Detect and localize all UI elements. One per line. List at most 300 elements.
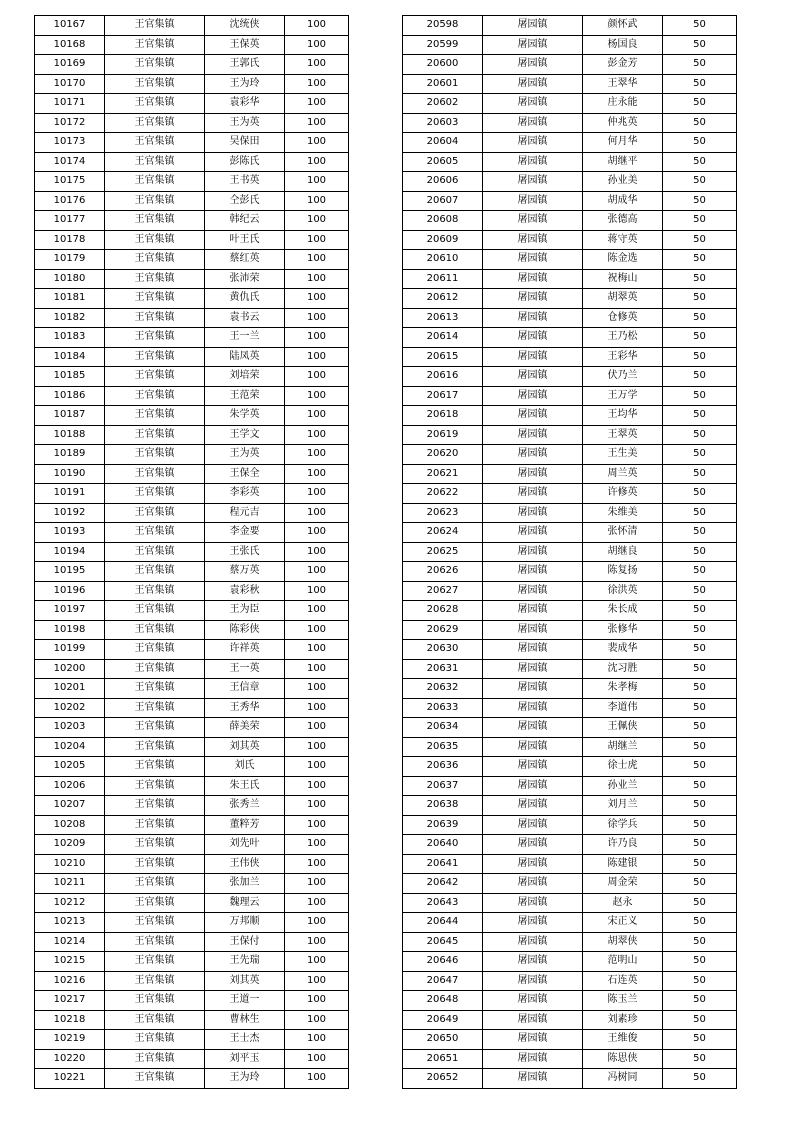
- id-cell: 20616: [403, 367, 483, 387]
- amount-cell: 50: [663, 347, 737, 367]
- id-cell: 10214: [35, 932, 105, 952]
- id-cell: 20601: [403, 74, 483, 94]
- town-cell: 屠园镇: [483, 1030, 583, 1050]
- id-cell: 20606: [403, 172, 483, 192]
- town-cell: 屠园镇: [483, 16, 583, 36]
- id-cell: 20640: [403, 835, 483, 855]
- name-cell: 王保付: [205, 932, 285, 952]
- id-cell: 20648: [403, 991, 483, 1011]
- amount-cell: 50: [663, 191, 737, 211]
- table-row: [35, 640, 349, 660]
- town-cell: 王官集镇: [105, 211, 205, 231]
- name-cell: 胡翠侠: [583, 932, 663, 952]
- town-cell: 王官集镇: [105, 640, 205, 660]
- amount-cell: 50: [663, 55, 737, 75]
- name-cell: 周兰英: [583, 464, 663, 484]
- id-cell: 20639: [403, 815, 483, 835]
- name-cell: 裴成华: [583, 640, 663, 660]
- table-row: [35, 464, 349, 484]
- town-cell: 王官集镇: [105, 991, 205, 1011]
- id-cell: 20627: [403, 581, 483, 601]
- table-row: [35, 698, 349, 718]
- name-cell: 庄永能: [583, 94, 663, 114]
- table-row: [403, 386, 737, 406]
- town-cell: 王官集镇: [105, 757, 205, 777]
- id-cell: 10201: [35, 679, 105, 699]
- amount-cell: 100: [285, 406, 349, 426]
- amount-cell: 100: [285, 464, 349, 484]
- table-row: [35, 16, 349, 36]
- table-row: [403, 1069, 737, 1089]
- right-table-body: [403, 16, 737, 1089]
- name-cell: 祝梅山: [583, 269, 663, 289]
- amount-cell: 100: [285, 854, 349, 874]
- amount-cell: 100: [285, 776, 349, 796]
- id-cell: 20633: [403, 698, 483, 718]
- id-cell: 20617: [403, 386, 483, 406]
- town-cell: 王官集镇: [105, 952, 205, 972]
- town-cell: 屠园镇: [483, 757, 583, 777]
- amount-cell: 100: [285, 152, 349, 172]
- left-table-body: [35, 16, 349, 1089]
- town-cell: 屠园镇: [483, 250, 583, 270]
- town-cell: 王官集镇: [105, 601, 205, 621]
- town-cell: 屠园镇: [483, 1069, 583, 1089]
- table-row: [35, 991, 349, 1011]
- table-row: [403, 874, 737, 894]
- table-row: [403, 152, 737, 172]
- name-cell: 杨国良: [583, 35, 663, 55]
- name-cell: 王一兰: [205, 328, 285, 348]
- amount-cell: 100: [285, 74, 349, 94]
- id-cell: 20631: [403, 659, 483, 679]
- id-cell: 20611: [403, 269, 483, 289]
- town-cell: 屠园镇: [483, 74, 583, 94]
- town-cell: 王官集镇: [105, 698, 205, 718]
- name-cell: 叶王氏: [205, 230, 285, 250]
- town-cell: 屠园镇: [483, 737, 583, 757]
- amount-cell: 100: [285, 269, 349, 289]
- id-cell: 20645: [403, 932, 483, 952]
- table-row: [35, 484, 349, 504]
- name-cell: 胡成华: [583, 191, 663, 211]
- name-cell: 张加兰: [205, 874, 285, 894]
- table-row: [35, 893, 349, 913]
- table-row: [35, 269, 349, 289]
- table-row: [403, 991, 737, 1011]
- table-row: [35, 1069, 349, 1089]
- id-cell: 20599: [403, 35, 483, 55]
- amount-cell: 100: [285, 932, 349, 952]
- id-cell: 10180: [35, 269, 105, 289]
- table-row: [35, 74, 349, 94]
- table-row: [35, 425, 349, 445]
- table-row: [403, 893, 737, 913]
- table-row: [403, 289, 737, 309]
- id-cell: 20605: [403, 152, 483, 172]
- id-cell: 20610: [403, 250, 483, 270]
- id-cell: 20614: [403, 328, 483, 348]
- amount-cell: 50: [663, 386, 737, 406]
- name-cell: 蔡红英: [205, 250, 285, 270]
- id-cell: 20650: [403, 1030, 483, 1050]
- amount-cell: 50: [663, 230, 737, 250]
- amount-cell: 100: [285, 893, 349, 913]
- id-cell: 10168: [35, 35, 105, 55]
- id-cell: 10181: [35, 289, 105, 309]
- name-cell: 王张氏: [205, 542, 285, 562]
- amount-cell: 100: [285, 698, 349, 718]
- table-row: [403, 698, 737, 718]
- town-cell: 屠园镇: [483, 1010, 583, 1030]
- town-cell: 王官集镇: [105, 152, 205, 172]
- id-cell: 20603: [403, 113, 483, 133]
- id-cell: 20598: [403, 16, 483, 36]
- id-cell: 10195: [35, 562, 105, 582]
- name-cell: 仲兆英: [583, 113, 663, 133]
- amount-cell: 50: [663, 367, 737, 387]
- id-cell: 10191: [35, 484, 105, 504]
- id-cell: 10192: [35, 503, 105, 523]
- town-cell: 王官集镇: [105, 854, 205, 874]
- id-cell: 20619: [403, 425, 483, 445]
- town-cell: 屠园镇: [483, 971, 583, 991]
- town-cell: 屠园镇: [483, 425, 583, 445]
- town-cell: 王官集镇: [105, 386, 205, 406]
- name-cell: 胡继兰: [583, 737, 663, 757]
- table-row: [403, 269, 737, 289]
- town-cell: 屠园镇: [483, 133, 583, 153]
- table-row: [35, 289, 349, 309]
- name-cell: 王信章: [205, 679, 285, 699]
- table-row: [403, 445, 737, 465]
- id-cell: 10194: [35, 542, 105, 562]
- name-cell: 孙业兰: [583, 776, 663, 796]
- name-cell: 刘素珍: [583, 1010, 663, 1030]
- name-cell: 王保全: [205, 464, 285, 484]
- amount-cell: 100: [285, 718, 349, 738]
- table-row: [403, 854, 737, 874]
- id-cell: 10202: [35, 698, 105, 718]
- town-cell: 屠园镇: [483, 698, 583, 718]
- town-cell: 王官集镇: [105, 269, 205, 289]
- name-cell: 陈玉兰: [583, 991, 663, 1011]
- table-row: [35, 913, 349, 933]
- amount-cell: 50: [663, 94, 737, 114]
- town-cell: 屠园镇: [483, 464, 583, 484]
- town-cell: 屠园镇: [483, 230, 583, 250]
- table-row: [35, 601, 349, 621]
- name-cell: 王乃松: [583, 328, 663, 348]
- table-row: [403, 1010, 737, 1030]
- id-cell: 10213: [35, 913, 105, 933]
- amount-cell: 100: [285, 952, 349, 972]
- name-cell: 魏理云: [205, 893, 285, 913]
- id-cell: 10176: [35, 191, 105, 211]
- amount-cell: 100: [285, 620, 349, 640]
- name-cell: 王书英: [205, 172, 285, 192]
- amount-cell: 50: [663, 874, 737, 894]
- town-cell: 屠园镇: [483, 289, 583, 309]
- town-cell: 屠园镇: [483, 562, 583, 582]
- name-cell: 彭金芳: [583, 55, 663, 75]
- amount-cell: 50: [663, 971, 737, 991]
- name-cell: 周金荣: [583, 874, 663, 894]
- table-row: [35, 952, 349, 972]
- table-row: [35, 737, 349, 757]
- table-row: [35, 659, 349, 679]
- table-row: [35, 562, 349, 582]
- town-cell: 王官集镇: [105, 113, 205, 133]
- id-cell: 20647: [403, 971, 483, 991]
- amount-cell: 50: [663, 854, 737, 874]
- table-row: [35, 815, 349, 835]
- name-cell: 曹林生: [205, 1010, 285, 1030]
- town-cell: 王官集镇: [105, 503, 205, 523]
- id-cell: 20622: [403, 484, 483, 504]
- amount-cell: 100: [285, 308, 349, 328]
- amount-cell: 50: [663, 269, 737, 289]
- id-cell: 10182: [35, 308, 105, 328]
- id-cell: 20600: [403, 55, 483, 75]
- amount-cell: 100: [285, 35, 349, 55]
- amount-cell: 50: [663, 991, 737, 1011]
- amount-cell: 100: [285, 191, 349, 211]
- id-cell: 20649: [403, 1010, 483, 1030]
- amount-cell: 100: [285, 347, 349, 367]
- table-row: [35, 55, 349, 75]
- amount-cell: 100: [285, 737, 349, 757]
- town-cell: 屠园镇: [483, 308, 583, 328]
- town-cell: 屠园镇: [483, 367, 583, 387]
- town-cell: 王官集镇: [105, 523, 205, 543]
- table-row: [403, 35, 737, 55]
- table-row: [403, 971, 737, 991]
- town-cell: 屠园镇: [483, 347, 583, 367]
- name-cell: 黄仇氏: [205, 289, 285, 309]
- amount-cell: 50: [663, 796, 737, 816]
- id-cell: 10185: [35, 367, 105, 387]
- name-cell: 仝彭氏: [205, 191, 285, 211]
- amount-cell: 100: [285, 250, 349, 270]
- table-row: [403, 74, 737, 94]
- name-cell: 仓修英: [583, 308, 663, 328]
- town-cell: 王官集镇: [105, 328, 205, 348]
- id-cell: 10167: [35, 16, 105, 36]
- id-cell: 10198: [35, 620, 105, 640]
- table-row: [403, 757, 737, 777]
- amount-cell: 50: [663, 913, 737, 933]
- amount-cell: 100: [285, 640, 349, 660]
- town-cell: 王官集镇: [105, 230, 205, 250]
- town-cell: 屠园镇: [483, 620, 583, 640]
- id-cell: 10184: [35, 347, 105, 367]
- town-cell: 王官集镇: [105, 308, 205, 328]
- amount-cell: 50: [663, 776, 737, 796]
- name-cell: 沈统侠: [205, 16, 285, 36]
- id-cell: 10220: [35, 1049, 105, 1069]
- table-row: [35, 191, 349, 211]
- town-cell: 王官集镇: [105, 406, 205, 426]
- amount-cell: 50: [663, 581, 737, 601]
- id-cell: 10197: [35, 601, 105, 621]
- town-cell: 王官集镇: [105, 1069, 205, 1089]
- town-cell: 屠园镇: [483, 601, 583, 621]
- name-cell: 王为英: [205, 445, 285, 465]
- name-cell: 许乃良: [583, 835, 663, 855]
- id-cell: 20644: [403, 913, 483, 933]
- table-row: [403, 406, 737, 426]
- name-cell: 张德高: [583, 211, 663, 231]
- amount-cell: 50: [663, 893, 737, 913]
- town-cell: 屠园镇: [483, 445, 583, 465]
- town-cell: 屠园镇: [483, 1049, 583, 1069]
- name-cell: 刘月兰: [583, 796, 663, 816]
- id-cell: 20642: [403, 874, 483, 894]
- amount-cell: 100: [285, 659, 349, 679]
- town-cell: 屠园镇: [483, 640, 583, 660]
- amount-cell: 50: [663, 74, 737, 94]
- name-cell: 徐洪英: [583, 581, 663, 601]
- table-row: [35, 308, 349, 328]
- name-cell: 陈思侠: [583, 1049, 663, 1069]
- table-row: [35, 854, 349, 874]
- id-cell: 10187: [35, 406, 105, 426]
- town-cell: 王官集镇: [105, 425, 205, 445]
- id-cell: 10183: [35, 328, 105, 348]
- name-cell: 陈彩侠: [205, 620, 285, 640]
- name-cell: 李彩英: [205, 484, 285, 504]
- id-cell: 10218: [35, 1010, 105, 1030]
- table-row: [403, 1049, 737, 1069]
- table-row: [403, 113, 737, 133]
- table-row: [35, 113, 349, 133]
- name-cell: 刘培荣: [205, 367, 285, 387]
- amount-cell: 100: [285, 581, 349, 601]
- table-row: [403, 718, 737, 738]
- table-row: [35, 796, 349, 816]
- name-cell: 袁书云: [205, 308, 285, 328]
- table-row: [403, 640, 737, 660]
- table-row: [35, 367, 349, 387]
- name-cell: 刘其英: [205, 737, 285, 757]
- table-row: [35, 386, 349, 406]
- amount-cell: 50: [663, 718, 737, 738]
- amount-cell: 50: [663, 1069, 737, 1089]
- id-cell: 20638: [403, 796, 483, 816]
- id-cell: 10186: [35, 386, 105, 406]
- id-cell: 20604: [403, 133, 483, 153]
- table-row: [403, 913, 737, 933]
- table-row: [403, 55, 737, 75]
- id-cell: 20646: [403, 952, 483, 972]
- name-cell: 陈复扬: [583, 562, 663, 582]
- name-cell: 蔡万英: [205, 562, 285, 582]
- town-cell: 王官集镇: [105, 893, 205, 913]
- table-row: [403, 835, 737, 855]
- town-cell: 屠园镇: [483, 113, 583, 133]
- table-row: [35, 1010, 349, 1030]
- amount-cell: 100: [285, 1010, 349, 1030]
- table-row: [35, 445, 349, 465]
- name-cell: 刘平玉: [205, 1049, 285, 1069]
- id-cell: 10172: [35, 113, 105, 133]
- town-cell: 王官集镇: [105, 620, 205, 640]
- town-cell: 屠园镇: [483, 35, 583, 55]
- table-row: [35, 35, 349, 55]
- id-cell: 20609: [403, 230, 483, 250]
- id-cell: 10175: [35, 172, 105, 192]
- town-cell: 屠园镇: [483, 952, 583, 972]
- amount-cell: 100: [285, 211, 349, 231]
- amount-cell: 50: [663, 211, 737, 231]
- amount-cell: 50: [663, 835, 737, 855]
- table-row: [35, 347, 349, 367]
- amount-cell: 100: [285, 971, 349, 991]
- amount-cell: 50: [663, 503, 737, 523]
- table-row: [403, 328, 737, 348]
- amount-cell: 50: [663, 445, 737, 465]
- name-cell: 石连英: [583, 971, 663, 991]
- amount-cell: 100: [285, 55, 349, 75]
- town-cell: 屠园镇: [483, 991, 583, 1011]
- table-row: [403, 542, 737, 562]
- town-cell: 屠园镇: [483, 581, 583, 601]
- amount-cell: 50: [663, 484, 737, 504]
- table-row: [35, 152, 349, 172]
- table-row: [403, 776, 737, 796]
- id-cell: 20651: [403, 1049, 483, 1069]
- table-row: [35, 133, 349, 153]
- name-cell: 彭陈氏: [205, 152, 285, 172]
- town-cell: 王官集镇: [105, 718, 205, 738]
- id-cell: 10221: [35, 1069, 105, 1089]
- town-cell: 王官集镇: [105, 250, 205, 270]
- table-row: [403, 815, 737, 835]
- amount-cell: 50: [663, 172, 737, 192]
- name-cell: 王士杰: [205, 1030, 285, 1050]
- id-cell: 10203: [35, 718, 105, 738]
- table-row: [403, 932, 737, 952]
- name-cell: 韩纪云: [205, 211, 285, 231]
- name-cell: 王秀华: [205, 698, 285, 718]
- name-cell: 徐士虎: [583, 757, 663, 777]
- name-cell: 蒋守英: [583, 230, 663, 250]
- town-cell: 王官集镇: [105, 16, 205, 36]
- table-row: [403, 503, 737, 523]
- id-cell: 20628: [403, 601, 483, 621]
- amount-cell: 50: [663, 698, 737, 718]
- amount-cell: 50: [663, 425, 737, 445]
- amount-cell: 50: [663, 152, 737, 172]
- town-cell: 屠园镇: [483, 815, 583, 835]
- id-cell: 20612: [403, 289, 483, 309]
- town-cell: 屠园镇: [483, 679, 583, 699]
- table-row: [35, 776, 349, 796]
- table-row: [403, 1030, 737, 1050]
- town-cell: 屠园镇: [483, 152, 583, 172]
- table-row: [403, 172, 737, 192]
- town-cell: 王官集镇: [105, 94, 205, 114]
- name-cell: 胡继良: [583, 542, 663, 562]
- town-cell: 屠园镇: [483, 269, 583, 289]
- amount-cell: 100: [285, 601, 349, 621]
- town-cell: 王官集镇: [105, 913, 205, 933]
- id-cell: 20625: [403, 542, 483, 562]
- table-row: [403, 659, 737, 679]
- amount-cell: 50: [663, 601, 737, 621]
- name-cell: 王翠华: [583, 74, 663, 94]
